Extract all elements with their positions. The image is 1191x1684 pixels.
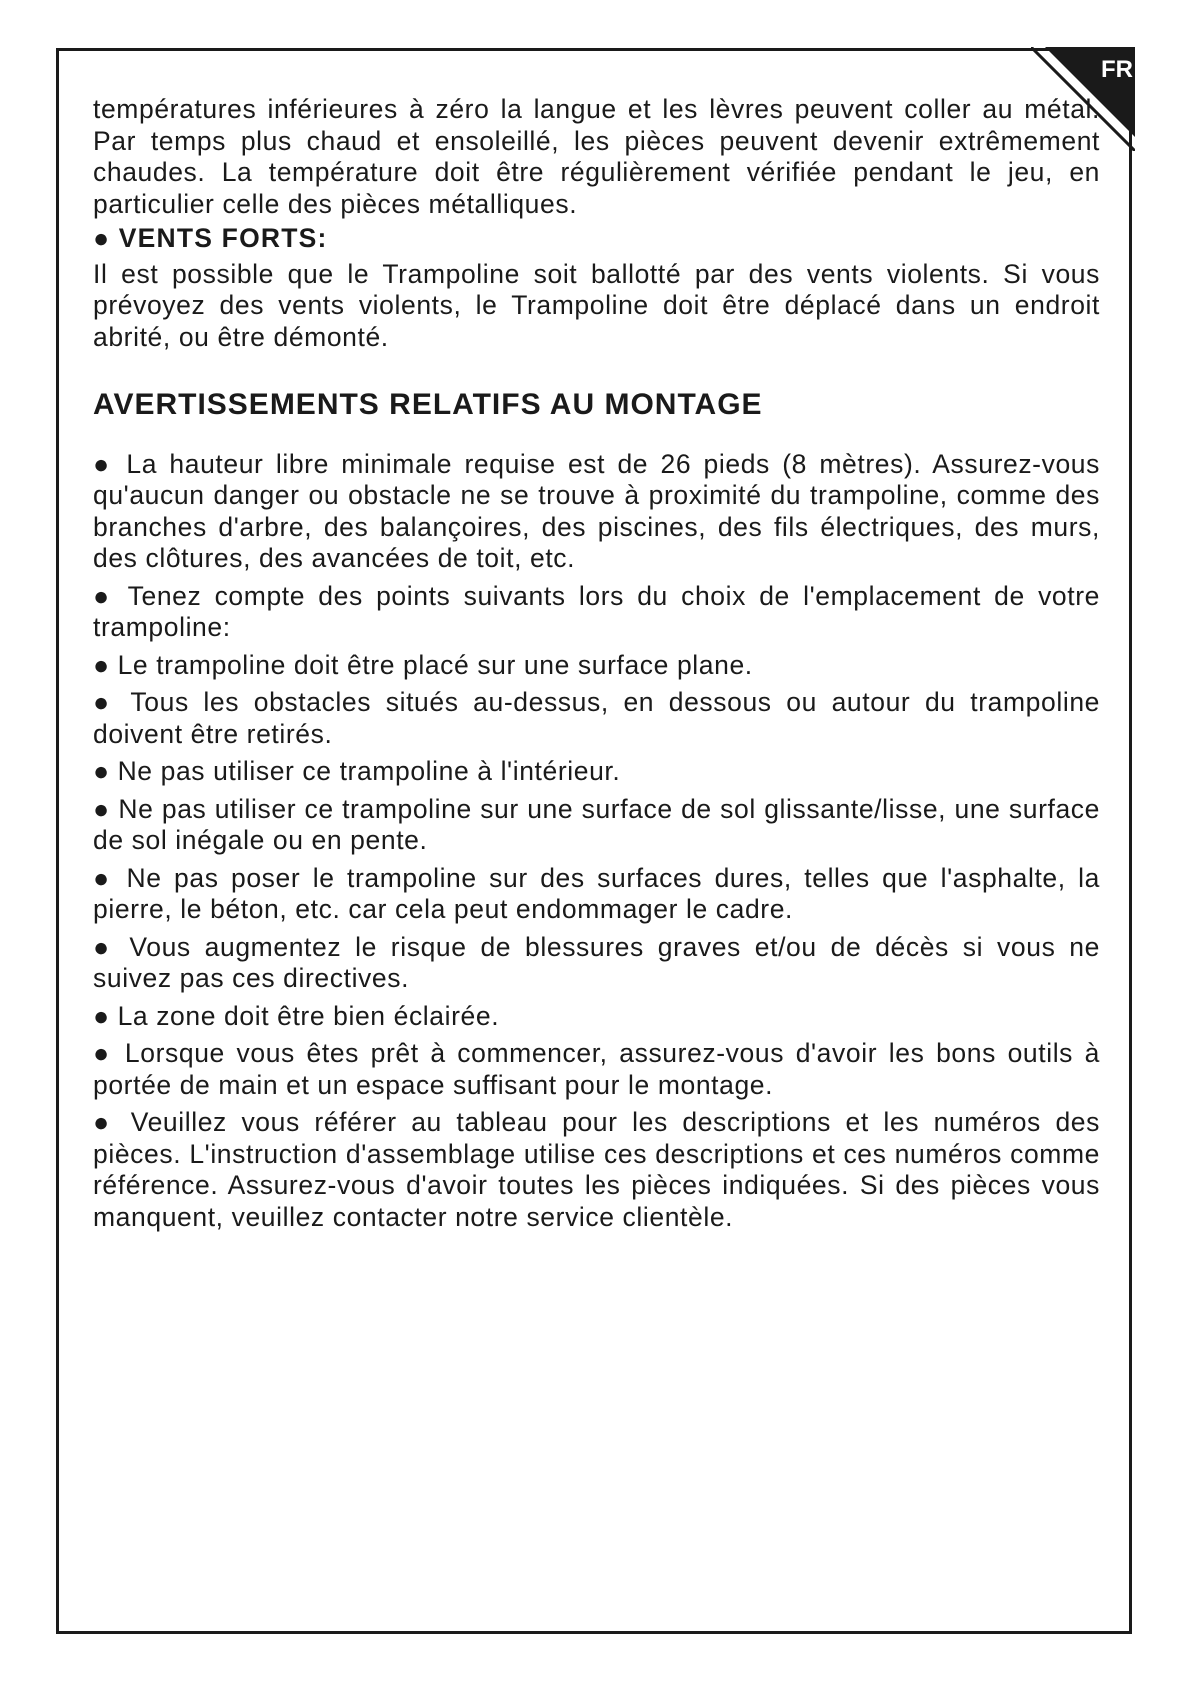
list-item: ● Le trampoline doit être placé sur une surface plane. [93, 649, 753, 680]
list-item: ● Tous les obstacles situés au-dessus, en dessous ou autour du trampoline doivent être retirés. [93, 687, 1100, 749]
list-item: ● Lorsque vous êtes prêt à commencer, assurez-vous d'avoir les bons outils à portée de main et un espace suffisant pour le montage. [93, 1038, 1100, 1100]
list-item: ● Vous augmentez le risque de blessures graves et/ou de décès si vous ne suivez pas ces directives. [93, 931, 1100, 993]
assembly-warnings-title: AVERTISSEMENTS RELATIFS AU MONTAGE [93, 388, 763, 421]
page-content [93, 94, 1100, 1239]
list-item: ● La zone doit être bien éclairée. [93, 1000, 500, 1031]
language-label: FR [1101, 56, 1133, 83]
list-item: ● Ne pas poser le trampoline sur des surfaces dures, telles que l'asphalte, la pierre, le béton, etc. car cela peut endommager le cadre. [93, 862, 1100, 924]
list-item: ● Ne pas utiliser ce trampoline sur une surface de sol glissante/lisse, une surface de sol inégale ou en pente. [93, 793, 1100, 855]
list-item: ● Veuillez vous référer au tableau pour les descriptions et les numéros des pièces. L'instruction d'assemblage utilise ces descriptions et ces numéros comme référence. Assurez-vous d'avoir toutes les pièces indiquées. Si des pièces vous manquent, veuillez contacter notre service clientèle. [93, 1107, 1100, 1232]
list-item: ● La hauteur libre minimale requise est de 26 pieds (8 mètres). Assurez-vous qu'aucun danger ou obstacle ne se trouve à proximité du trampoline, comme des branches d'arbre, des balançoires, des piscines, des fils électriques, des murs, des clôtures, des avancées de toit, etc. [93, 448, 1100, 573]
strong-winds-heading: ● VENTS FORTS: [93, 223, 328, 253]
assembly-warnings-list [93, 449, 1100, 1234]
intro-paragraph: températures inférieures à zéro la langue et les lèvres peuvent coller au métal. Par temps plus chaud et ensoleillé, les pièces peuvent devenir extrêmement chaudes. La température doit être régulièrement vérifiée pendant le jeu, en particulier celle des pièces métalliques. [93, 94, 1100, 219]
list-item: ● Ne pas utiliser ce trampoline à l'intérieur. [93, 756, 621, 786]
list-item: ● Tenez compte des points suivants lors du choix de l'emplacement de votre trampoline: [93, 580, 1100, 642]
strong-winds-paragraph: Il est possible que le Trampoline soit ballotté par des vents violents. Si vous prévoyez des vents violents, le Trampoline doit être déplacé dans un endroit abrité, ou être démonté. [93, 258, 1100, 352]
